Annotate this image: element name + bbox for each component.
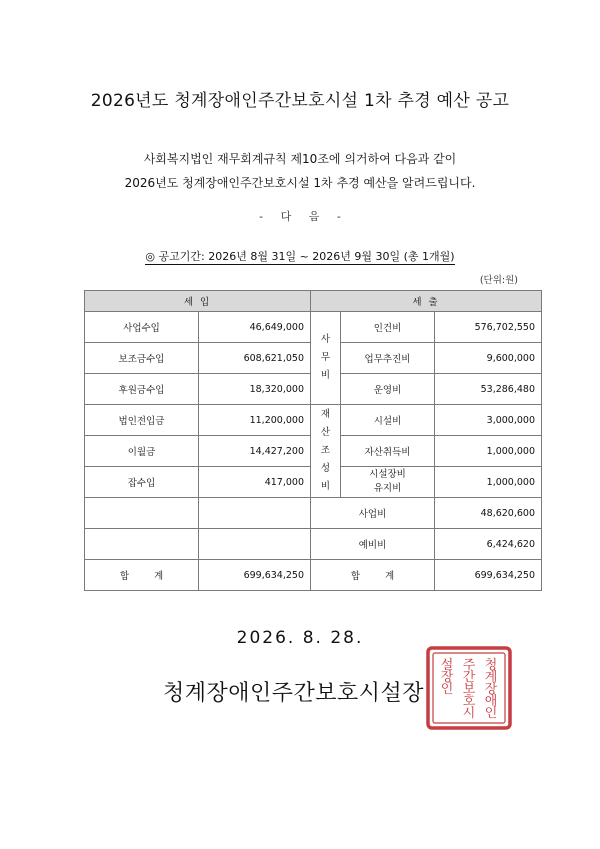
income-label: 보조금수입: [85, 343, 199, 374]
income-header: 세 입: [85, 291, 311, 312]
organization-name: 청계장애인주간보호시설장: [163, 681, 425, 706]
income-label: 사업수입: [85, 312, 199, 343]
empty-cell: [85, 529, 199, 560]
expense-total-label: 합 계: [311, 560, 435, 591]
official-seal-icon: [425, 645, 513, 731]
income-value: 11,200,000: [199, 405, 311, 436]
seal-char: 설: [440, 657, 454, 673]
income-total-label: 합 계: [85, 560, 199, 591]
seal-char: 인: [440, 681, 454, 697]
expense-value: 1,000,000: [435, 467, 542, 498]
budget-table: [84, 290, 542, 591]
expense-value: 576,702,550: [435, 312, 542, 343]
income-value: 14,427,200: [199, 436, 311, 467]
page-title: 2026년도 청계장애인주간보호시설 1차 추경 예산 공고: [90, 91, 510, 111]
seal-char: 시: [462, 705, 476, 721]
seal-char: 청: [484, 657, 498, 673]
seal-char: 간: [462, 669, 476, 685]
seal-char: 보: [462, 681, 476, 697]
income-label: 이월금: [85, 436, 199, 467]
group-asset-char: 조: [320, 445, 331, 456]
expense-value: 6,424,620: [435, 529, 542, 560]
expense-value: 48,620,600: [435, 498, 542, 529]
group-office: [311, 312, 341, 405]
expense-label-line: 시설장비: [369, 469, 406, 480]
expense-label-line: 유지비: [373, 483, 402, 494]
income-value: 608,621,050: [199, 343, 311, 374]
group-asset-char: 산: [320, 427, 331, 438]
expense-header: 세 출: [311, 291, 542, 312]
empty-cell: [199, 529, 311, 560]
expense-value: 3,000,000: [435, 405, 542, 436]
group-asset-char: 재: [320, 409, 331, 420]
intro-line-1: 사회복지법인 재무회계규칙 제10조에 의거하여 다음과 같이: [143, 152, 457, 166]
notice-period: [0, 248, 600, 264]
group-office-char: 사: [320, 334, 331, 345]
group-office-char: 비: [320, 370, 331, 381]
expense-value: 53,286,480: [435, 374, 542, 405]
group-asset-char: 성: [320, 463, 331, 474]
income-value: 46,649,000: [199, 312, 311, 343]
total-row: [85, 560, 542, 591]
group-asset: [311, 405, 341, 498]
expense-total-value: 699,634,250: [435, 560, 542, 591]
unit-label: (단위:원): [479, 275, 518, 286]
expense-label: 사업비: [311, 498, 435, 529]
expense-label: 업무추진비: [341, 343, 435, 374]
expense-label: 시설비: [341, 405, 435, 436]
income-label: 법인전입금: [85, 405, 199, 436]
seal-char: 장: [484, 681, 498, 697]
table-row: [85, 312, 542, 343]
income-label: 후원금수입: [85, 374, 199, 405]
group-office-char: 무: [320, 352, 331, 363]
income-value: 417,000: [199, 467, 311, 498]
expense-label: 예비비: [311, 529, 435, 560]
seal-char: 계: [484, 669, 498, 685]
table-header-row: [85, 291, 542, 312]
seal-char: 호: [462, 693, 476, 709]
issue-date: 2026. 8. 28.: [236, 628, 364, 648]
income-value: 18,320,000: [199, 374, 311, 405]
empty-cell: [85, 498, 199, 529]
seal-char: 애: [484, 693, 498, 709]
seal-char: 인: [484, 705, 498, 721]
income-label: 잡수입: [85, 467, 199, 498]
group-asset-char: 비: [320, 481, 331, 492]
seal-char: 장: [440, 669, 454, 685]
expense-label: 운영비: [341, 374, 435, 405]
expense-value: 1,000,000: [435, 436, 542, 467]
empty-cell: [199, 498, 311, 529]
seal-char: 주: [462, 657, 476, 673]
table-row: [85, 529, 542, 560]
next-marker: - 다 음 -: [259, 210, 341, 223]
income-total-value: 699,634,250: [199, 560, 311, 591]
expense-label: 인건비: [341, 312, 435, 343]
expense-label: 자산취득비: [341, 436, 435, 467]
intro-line-2: 2026년도 청계장애인주간보호시설 1차 추경 예산을 알려드립니다.: [124, 176, 476, 190]
table-row: [85, 498, 542, 529]
expense-value: 9,600,000: [435, 343, 542, 374]
expense-label: [341, 467, 435, 498]
table-row: [85, 405, 542, 436]
notice-period-text: ◎ 공고기간: 2026년 8월 31일 ~ 2026년 9월 30일 (총 1개월): [145, 250, 455, 263]
